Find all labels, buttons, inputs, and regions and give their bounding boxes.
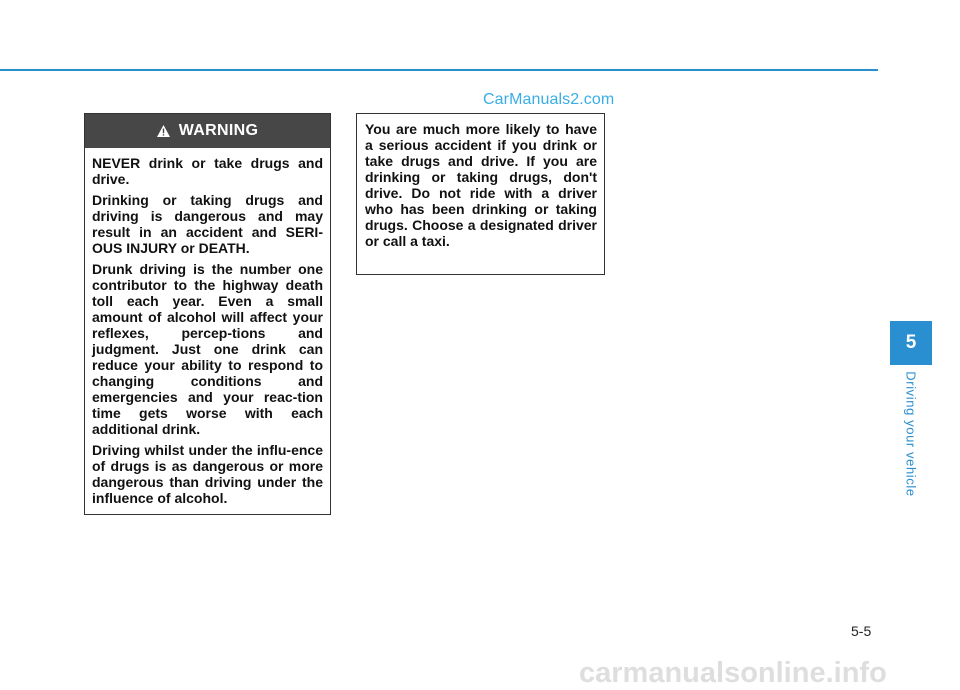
- chapter-title: Driving your vehicle: [903, 371, 919, 497]
- continuation-text: You are much more likely to have a serious accident if you drink or take drugs and drive. If you are drinking or taking drugs, don't drive. Do not ride with a driver who has been drinking or taking drugs. Choose a designated driver or call a taxi.: [365, 121, 597, 249]
- warning-header: [85, 114, 330, 148]
- chapter-number: 5: [905, 332, 917, 353]
- warning-triangle-icon: [157, 125, 170, 137]
- page-number: 5-5: [851, 623, 872, 639]
- footer-watermark[interactable]: carmanualsonline.info: [579, 657, 887, 689]
- watermark[interactable]: CarManuals2.com: [483, 91, 615, 108]
- warning-paragraph: Drunk driving is the number one contributor to the highway death toll each year. Even a small amount of alcohol will affect your reflexes, percep-tions and judgment. Just one drink can reduce your ability to respond to changing conditions and emergencies and your reac-tion time gets worse with each additional drink.: [92, 261, 323, 437]
- warning-box: [84, 113, 331, 515]
- top-rule: [0, 69, 878, 71]
- warning-continuation-box: [356, 113, 605, 275]
- warning-paragraph: NEVER drink or take drugs and drive.: [92, 155, 323, 187]
- warning-paragraph: Driving whilst under the influ-ence of drugs is as dangerous or more dangerous than driving under the influence of alcohol.: [92, 442, 323, 506]
- warning-body: [85, 148, 330, 506]
- chapter-tab: [890, 321, 932, 365]
- warning-paragraph: Drinking or taking drugs and driving is dangerous and may result in an accident and SERI-OUS INJURY or DEATH.: [92, 192, 323, 256]
- warning-title: WARNING: [178, 122, 259, 139]
